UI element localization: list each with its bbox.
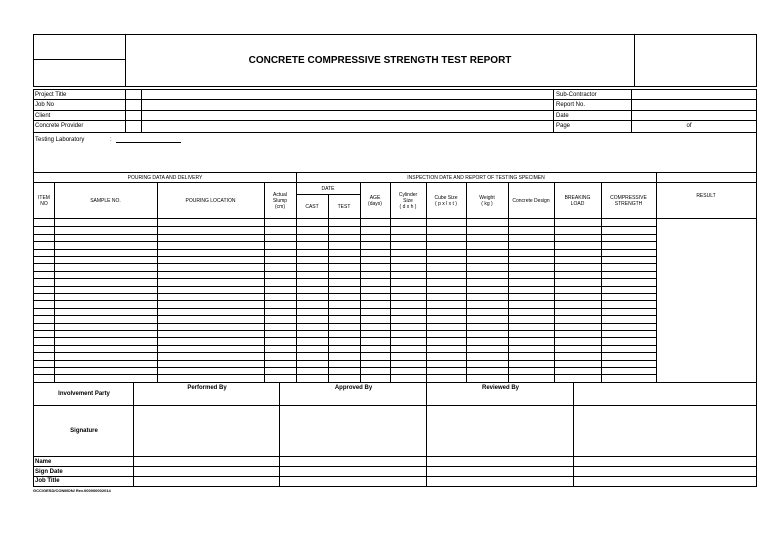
- result-header: RESULT: [696, 193, 716, 199]
- weight-header-line2: ( kg ): [481, 201, 493, 207]
- pouring-group-header: POURING DATA AND DELIVERY: [127, 175, 203, 181]
- cube-header-line2: ( p x l x t ): [435, 201, 457, 207]
- date-header: DATE: [321, 186, 335, 192]
- testing-lab-label: Testing Laboratory: [35, 137, 85, 143]
- table-row-line: [34, 337, 656, 338]
- table-row-line: [34, 249, 656, 250]
- footer-code: GCC/GESD/CONMON/ Rev.000000002014: [33, 488, 111, 493]
- concrete-provider-label: Concrete Provider: [35, 123, 84, 129]
- compressive-strength-header-line1: COMPRESSIVE: [610, 195, 647, 201]
- info-row-3: [34, 111, 756, 121]
- page-of-label: of: [686, 123, 692, 129]
- cast-header: CAST: [305, 204, 319, 210]
- table-row-line: [34, 278, 656, 279]
- signature-row: [34, 406, 756, 457]
- inspection-group-header: INSPECTION DATE AND REPORT OF TESTING SPECIMEN: [407, 175, 545, 181]
- reviewed-by-label: Reviewed By: [481, 384, 520, 391]
- job-title-label: Job Title: [35, 478, 60, 484]
- table-row-line: [34, 234, 656, 235]
- testing-lab-underline: [116, 142, 181, 143]
- slump-header-line2: Slump: [272, 198, 288, 204]
- info-row-2: [34, 100, 756, 111]
- table-row-line: [34, 360, 656, 361]
- table-row-line: [34, 271, 656, 272]
- testing-lab-colon: :: [110, 137, 112, 143]
- slump-header-line3: (cm): [275, 204, 285, 210]
- cylinder-header: [390, 183, 426, 219]
- col-line: [656, 183, 657, 382]
- logo-divider: [34, 59, 125, 60]
- project-info-grid: [33, 89, 757, 133]
- report-title: CONCRETE COMPRESSIVE STRENGTH TEST REPORT: [248, 55, 512, 66]
- doc-number-cell: [634, 35, 756, 86]
- slump-header: [264, 183, 296, 219]
- table-row-line: [34, 367, 656, 368]
- cylinder-header-line3: ( d x h ): [399, 204, 417, 210]
- test-header: TEST: [337, 204, 351, 210]
- table-row-line: [34, 263, 656, 264]
- project-title-label: Project Title: [35, 91, 67, 98]
- table-row-line: [34, 256, 656, 257]
- table-row-line: [34, 374, 656, 375]
- date-label: Date: [556, 112, 569, 119]
- sample-no-header: SAMPLE NO.: [90, 198, 121, 204]
- weight-header: [466, 183, 508, 219]
- table-row-line: [34, 226, 656, 227]
- job-no-label: Job No: [35, 102, 55, 108]
- concrete-design-header: Concrete Design: [512, 198, 550, 204]
- weight-header-line1: Weight: [479, 195, 495, 201]
- cube-header-line1: Cube Size: [434, 195, 458, 201]
- table-row-line: [34, 352, 656, 353]
- item-no-header: [34, 183, 54, 219]
- age-header: [360, 183, 390, 219]
- table-row-line: [34, 315, 656, 316]
- table-row-line: [34, 293, 656, 294]
- compressive-strength-header-line2: STRENGTH: [614, 201, 643, 207]
- name-row: [34, 457, 756, 467]
- cube-header: [426, 183, 466, 219]
- performed-by-label: Performed By: [187, 384, 227, 391]
- signature-label: Signature: [70, 428, 98, 434]
- table-row-line: [34, 286, 656, 287]
- age-header-line1: AGE: [369, 195, 381, 201]
- client-label: Client: [35, 112, 51, 119]
- approved-by-label: Approved By: [334, 384, 373, 391]
- pouring-location-header: POURING LOCATION: [185, 198, 236, 204]
- compressive-strength-header: [601, 183, 656, 219]
- table-row-line: [34, 330, 656, 331]
- col-line: [328, 195, 329, 382]
- cylinder-header-line2: Size: [403, 198, 413, 204]
- table-row-line: [34, 345, 656, 346]
- sign-date-label: Sign Date: [35, 468, 63, 475]
- cylinder-header-line1: Cylinder: [398, 192, 418, 198]
- involvement-party-label: Involvement Party: [58, 391, 110, 397]
- item-no-header-line2: NO: [40, 201, 48, 207]
- testing-lab-box: [33, 132, 757, 173]
- signoff-table: [33, 382, 757, 487]
- header-box: [33, 34, 757, 87]
- breaking-load-header-line2: LOAD: [570, 201, 585, 207]
- test-data-table: [33, 172, 757, 383]
- breaking-load-header: [554, 183, 601, 219]
- report-no-label: Report No.: [556, 102, 586, 108]
- table-row-line: [34, 323, 656, 324]
- sub-contractor-label: Sub-Contractor: [556, 91, 597, 98]
- table-row-line: [34, 241, 656, 242]
- group-divider: [296, 173, 297, 183]
- logo-cell: [34, 35, 126, 86]
- sign-date-row: [34, 467, 756, 477]
- table-row-line: [34, 300, 656, 301]
- info-row-1: [34, 90, 756, 100]
- name-label: Name: [35, 458, 52, 465]
- table-row-line: [34, 308, 656, 309]
- item-no-header-line1: ITEM: [38, 195, 50, 201]
- slump-header-line1: Actual: [273, 192, 287, 198]
- group-divider-2: [656, 173, 657, 183]
- page-label: Page: [556, 123, 571, 129]
- breaking-load-header-line1: BREAKING: [564, 195, 591, 201]
- age-header-line2: (days): [368, 201, 382, 207]
